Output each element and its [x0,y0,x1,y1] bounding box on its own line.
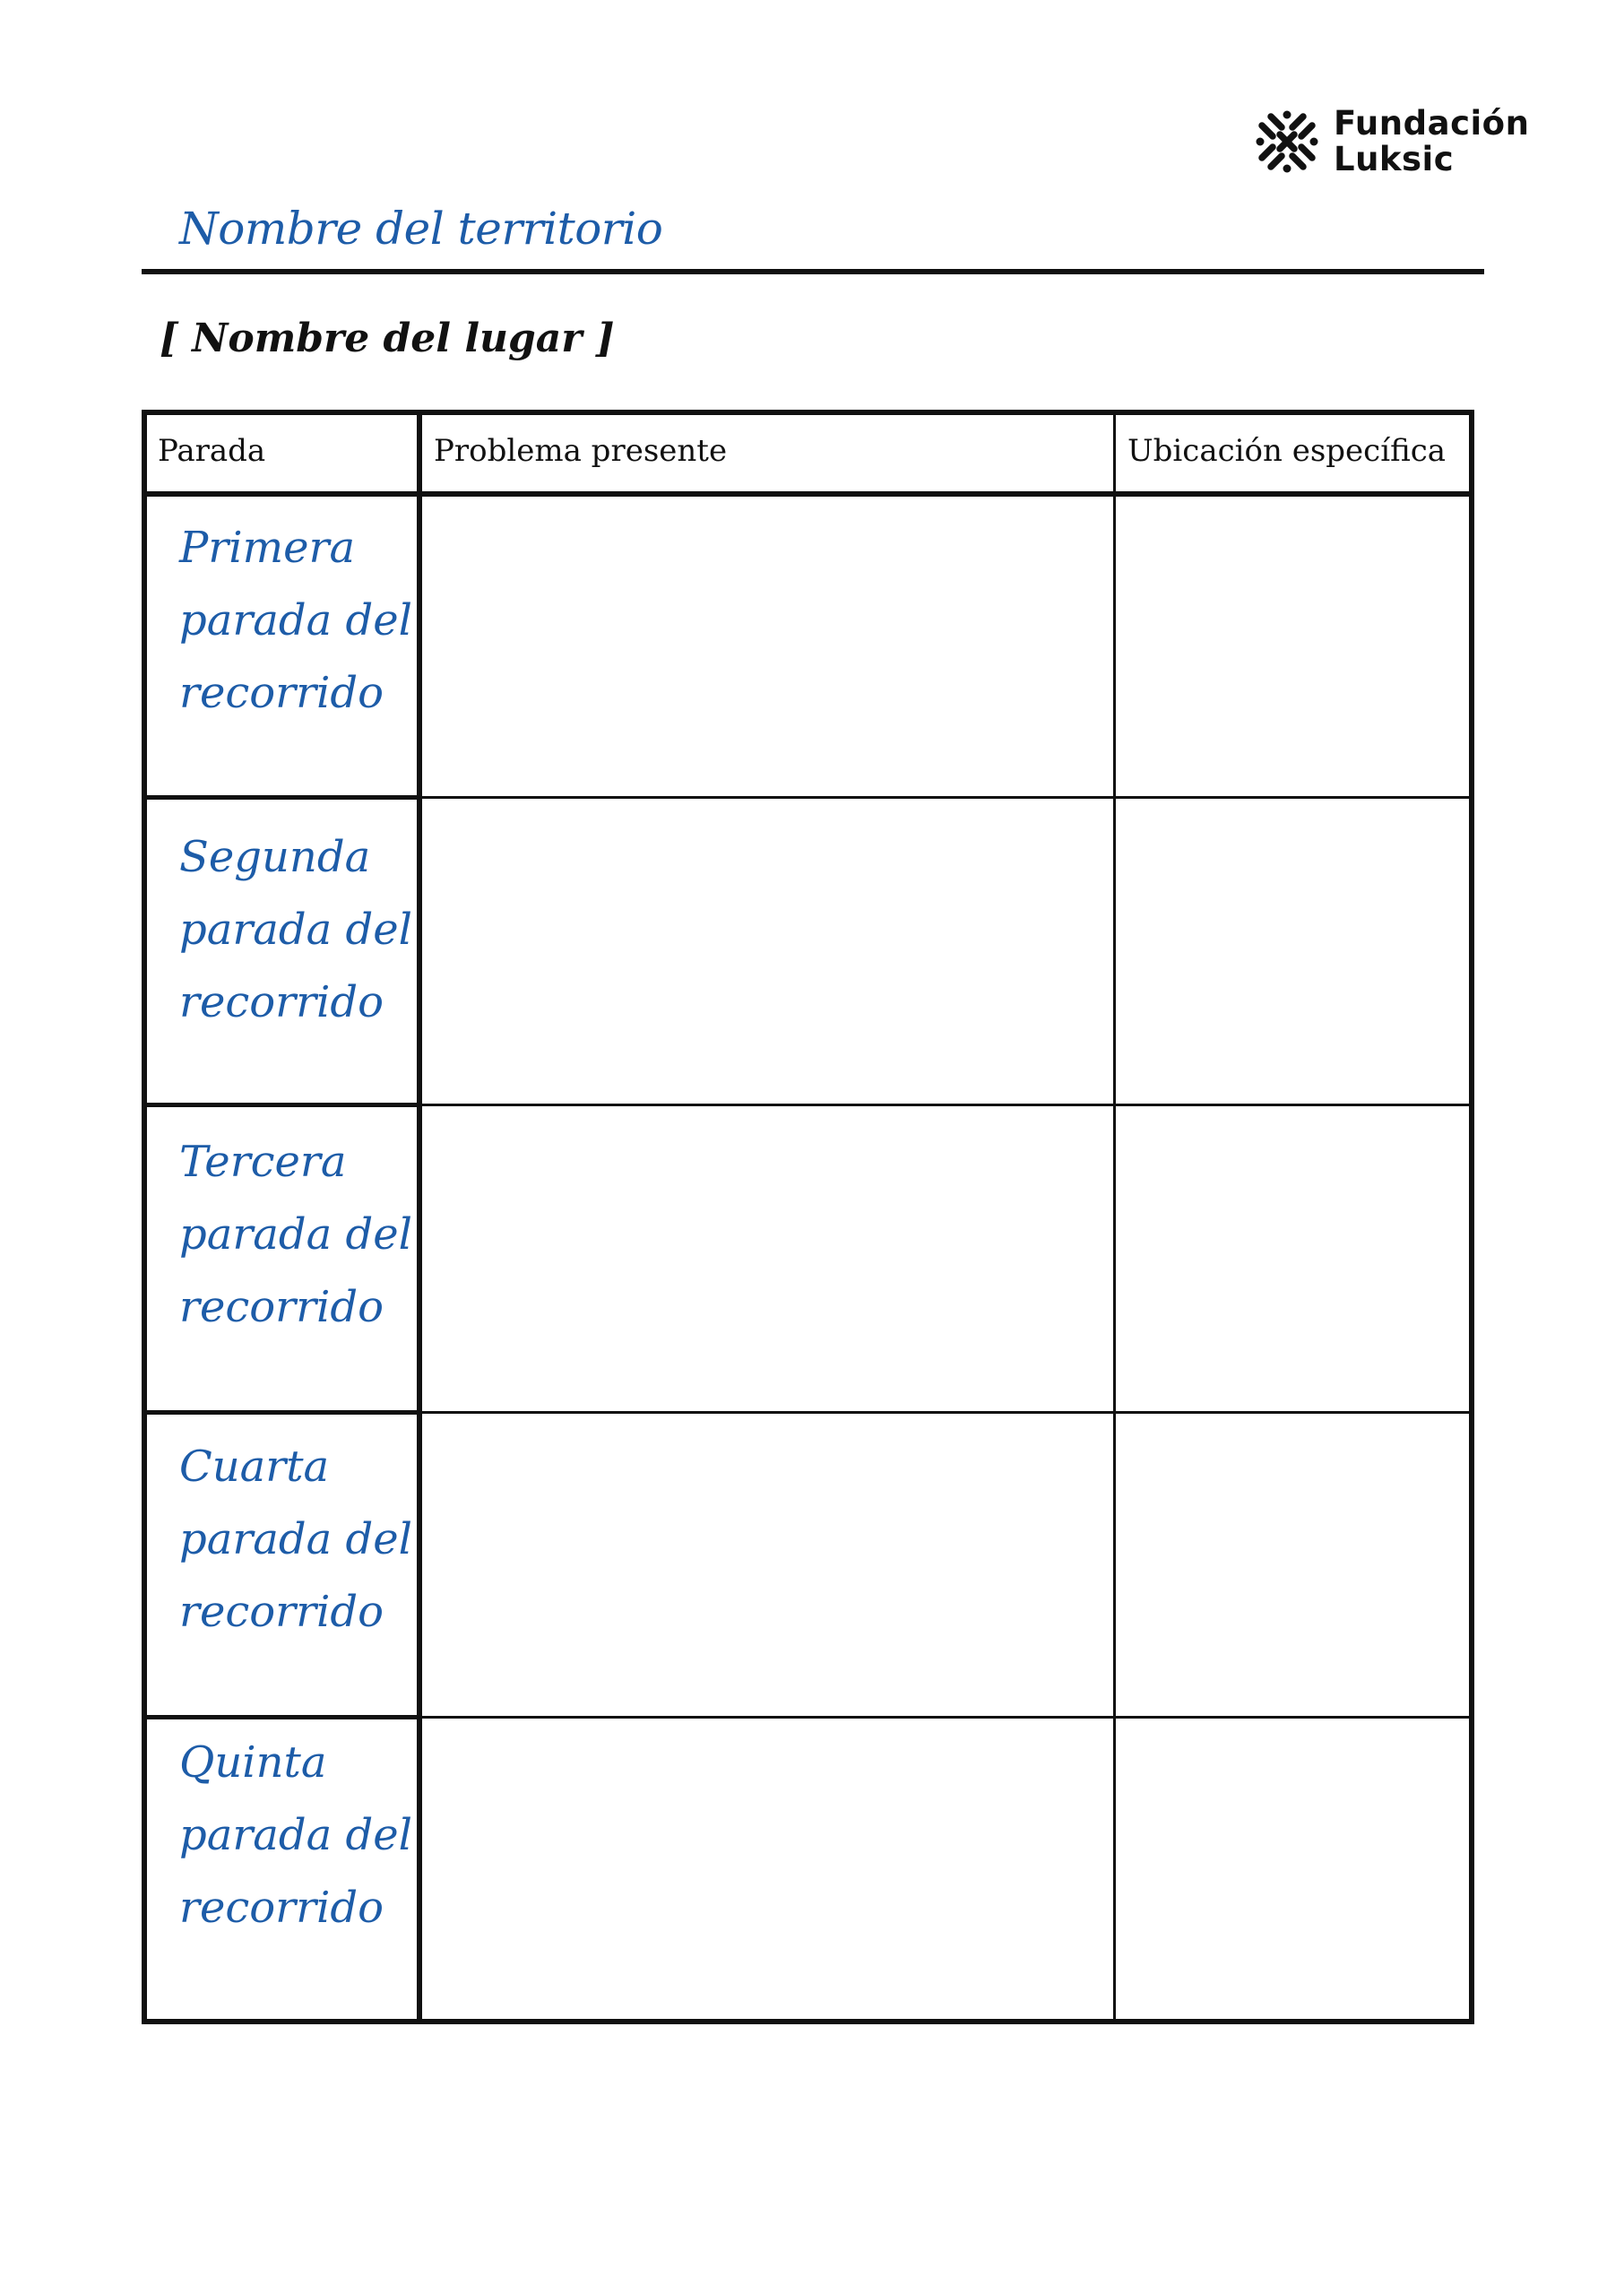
stop-label-3 [179,1126,412,1344]
fundacion-luksic-logo [1253,106,1529,178]
logo-wordmark [1334,106,1529,178]
row-divider-1-thin [419,796,1469,799]
problem-cell-4[interactable] [422,1415,1113,1715]
location-cell-3[interactable] [1116,1107,1469,1410]
column-header-problema-presente: Problema presente [434,433,728,469]
stop-label-line: Tercera [179,1137,347,1187]
row-divider-2-thick [147,1103,419,1107]
stop-label-line: Segunda [179,832,371,882]
stop-label-line: parada del [179,1209,412,1260]
stop-label-4 [179,1431,412,1649]
stop-label-line: parada del [179,905,412,955]
stops-table [142,410,1474,2024]
problem-cell-5[interactable] [422,1719,1113,2019]
location-cell-1[interactable] [1116,497,1469,795]
stop-label-line: parada del [179,1514,412,1564]
stop-label-line: parada del [179,1810,412,1860]
stop-label-line: parada del [179,595,412,645]
row-divider-2-thin [419,1104,1469,1106]
stop-label-line: Quinta [179,1737,327,1788]
row-divider-4-thin [419,1716,1469,1719]
fundacion-luksic-logo-icon [1253,108,1321,176]
stop-label-line: recorrido [179,1282,384,1332]
territory-name: Nombre del territorio [179,203,663,255]
stop-label-5 [179,1727,412,1944]
stop-label-2 [179,821,412,1039]
row-divider-3-thick [147,1410,419,1415]
stop-label-line: recorrido [179,977,384,1027]
place-name: [ Nombre del lugar ] [160,316,615,361]
column-header-parada: Parada [158,433,266,469]
column-header-ubicacion-especifica: Ubicación específica [1127,433,1447,469]
stop-label-line: recorrido [179,1587,384,1637]
stop-label-line: Cuarta [179,1442,330,1492]
stop-label-line: recorrido [179,1883,384,1933]
row-divider-4-thick [147,1715,419,1719]
stop-label-1 [179,512,412,730]
stop-label-line: Primera [179,523,356,573]
row-divider-1-thick [147,795,419,800]
territory-underline [142,269,1484,274]
location-cell-4[interactable] [1116,1415,1469,1715]
problem-cell-2[interactable] [422,800,1113,1103]
location-cell-2[interactable] [1116,800,1469,1103]
logo-line-2: Luksic [1334,140,1455,178]
logo-line-1: Fundación [1334,104,1530,143]
problem-cell-1[interactable] [422,497,1113,795]
problem-cell-3[interactable] [422,1107,1113,1410]
row-divider-3-thin [419,1411,1469,1414]
location-cell-5[interactable] [1116,1719,1469,2019]
stop-label-line: recorrido [179,668,384,718]
